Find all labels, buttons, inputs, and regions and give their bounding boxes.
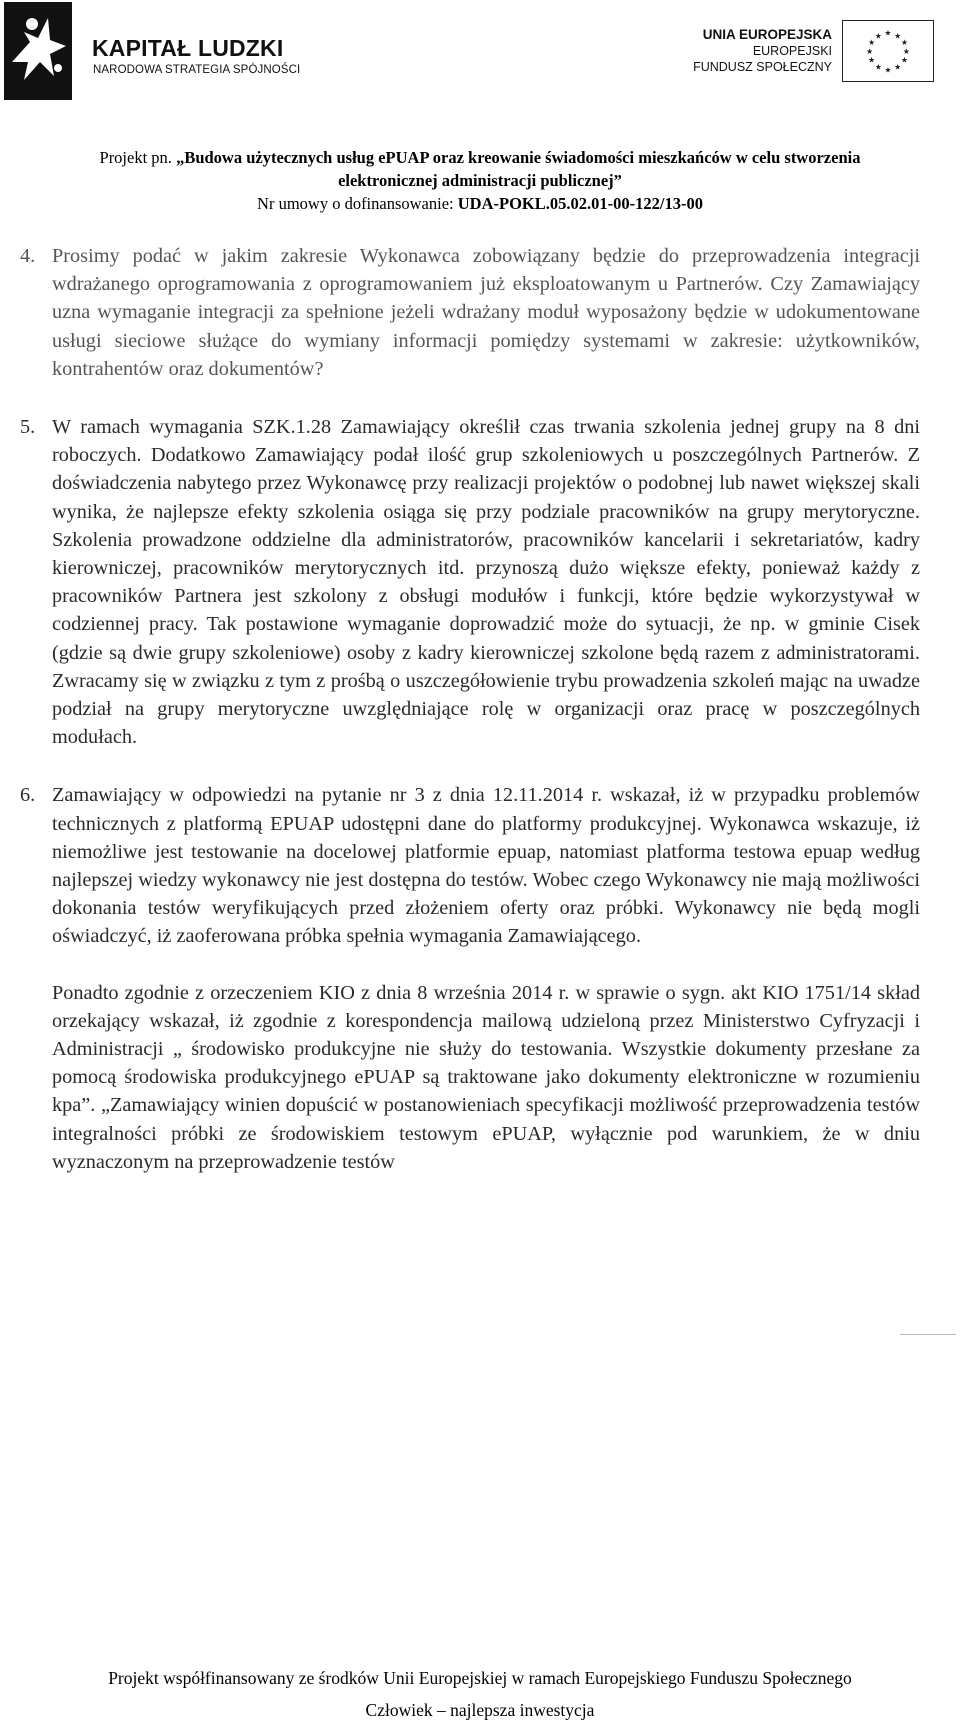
- question-paragraph: Prosimy podać w jakim zakresie Wykonawca zobowiązany będzie do przeprowadzenia integracji wdrażanego oprogramowania z oprogramowaniem już eksploatowanym u Partnerów. Czy Zamawiający uzna wymaganie integracji za spełnione jeżeli wdrażany moduł wyposażony będzie w udokumentowane usługi sieciowe służące do wymiany informacji pomiędzy systemami w zakresie: użytkowników, kontrahentów oraz dokumentów?: [52, 245, 920, 380]
- question-text: [52, 242, 920, 383]
- question-number: 4.: [20, 245, 36, 267]
- svg-text:★: ★: [894, 62, 902, 72]
- kapital-ludzki-emblem-icon: [4, 2, 72, 100]
- eu-logo-line2: EUROPEJSKI: [752, 44, 832, 58]
- contract-number-prefix: Nr umowy o dofinansowanie:: [257, 194, 458, 213]
- question-paragraph: Ponadto zgodnie z orzeczeniem KIO z dnia 8 września 2014 r. w sprawie o sygn. akt KIO 1751/14 skład orzekający wskazał, iż zgodnie z korespondencja mailową udzieloną przez Ministerstwo Cyfryzacji i Administracji „ środowisko produkcyjne nie służy do testowania. Wszystkie dokumenty przesłane za pomocą środowiska produkcyjnego ePUAP są traktowane jako dokumenty elektroniczne w rozumieniu kpa”. „Zamawiający winien dopuścić w postanowieniach specyfikacji możliwość przeprowadzenia testów integralności próbki ze środowiskiem testowym ePUAP, wyłącznie pod warunkiem, że w dniu wyznaczonym na przeprowadzenie testów: [52, 981, 920, 1173]
- question-text: [52, 781, 920, 1176]
- svg-text:★: ★: [884, 65, 892, 75]
- scanned-body: [0, 242, 960, 1176]
- svg-text:★: ★: [874, 62, 882, 72]
- project-title-line2: elektronicznej administracji publicznej”: [338, 171, 622, 190]
- svg-text:★: ★: [894, 31, 902, 41]
- contract-number: UDA-POKL.05.02.01-00-122/13-00: [457, 194, 703, 213]
- contract-number-line: [0, 192, 960, 215]
- question-number: 6.: [20, 784, 36, 807]
- kapital-ludzki-subtitle: NARODOWA STRATEGIA SPÓJNOŚCI: [93, 64, 301, 76]
- question-number: 5.: [20, 416, 36, 439]
- eu-logo-line1: UNIA EUROPEJSKA: [702, 27, 832, 42]
- question-item-4: [0, 242, 960, 383]
- question-item-5: [0, 413, 960, 751]
- project-title-line1: [0, 146, 960, 169]
- question-text: [52, 413, 920, 751]
- question-item-6: [0, 781, 960, 1176]
- project-title-prefix: Projekt pn.: [99, 148, 177, 167]
- kapital-ludzki-logo: [4, 2, 304, 102]
- project-header: [0, 146, 960, 215]
- svg-text:★: ★: [900, 38, 908, 48]
- eu-logo-line3: FUNDUSZ SPOŁECZNY: [693, 60, 832, 74]
- eu-logo: [670, 20, 934, 86]
- kapital-ludzki-title: KAPITAŁ LUDZKI: [92, 35, 284, 61]
- question-paragraph: W ramach wymagania SZK.1.28 Zamawiający określił czas trwania szkolenia jednej grupy na 8 dni roboczych. Dodatkowo Zamawiający podał ilość grup szkoleniowych u poszczególnych Partnerów. Z doświadczenia nabytego przez Wykonawcę przy realizacji projektów o podobnej lub nawet większej skali wynika, że najlepsze efekty szkolenia osiąga się przy podziale pracowników na grupy merytoryczne. Szkolenia prowadzone oddzielne dla administratorów, pracowników kancelarii i sekretariatów, kadry kierowniczej, pracowników merytorycznych itd. przynoszą dużo większe efekty, ponieważ każdy z pracowników Partnera jest szkolony z obsługi modułów i funkcji, które będzie wykorzystywał w codziennej pracy. Tak postawione wymaganie doprowadzić może do sytuacji, że np. w gminie Cisek (gdzie są dwie grupy szkoleniowe) osoby z kadry kierowniczej szkolone będą razem z administratorami. Zwracamy się w związku z tym z prośbą o uszczegółowienie trybu prowadzenia szkoleń mając na uwadze podział na grupy merytoryczne uwzględniające rolę w organizacji oraz pracę w poszczególnych modułach.: [52, 416, 920, 749]
- svg-text:★: ★: [866, 46, 874, 56]
- eu-logo-text: [693, 27, 832, 75]
- svg-text:★: ★: [900, 55, 908, 65]
- svg-text:★: ★: [868, 38, 876, 48]
- svg-text:★: ★: [884, 28, 892, 38]
- svg-text:★: ★: [874, 31, 882, 41]
- scan-edge-line: [900, 1334, 956, 1335]
- project-title-bold: „Budowa użytecznych usług ePUAP oraz kreowanie świadomości mieszkańców w celu stworzenia: [176, 148, 861, 167]
- footer-slogan: Człowiek – najlepsza inwestycja: [365, 1700, 595, 1720]
- svg-text:★: ★: [902, 46, 910, 56]
- svg-text:★: ★: [868, 55, 876, 65]
- footer-cofinancing: Projekt współfinansowany ze środków Unii Europejskiej w ramach Europejskiego Funduszu Społecznego: [108, 1668, 852, 1688]
- eu-flag-icon: [842, 20, 934, 82]
- question-paragraph: Zamawiający w odpowiedzi na pytanie nr 3 z dnia 12.11.2014 r. wskazał, iż w przypadku problemów technicznych z platformą EPUAP udostępni dane do platformy produkcyjnej. Wykonawca wskazuje, iż niemożliwe jest testowanie na docelowej platformie epuap, natomiast platforma testowa epuap według najlepszej wiedzy wykonawcy nie jest dostępna do testów. Wobec czego Wykonawcy nie mają możliwości dokonania testów weryfikujących przed złożeniem oferty oraz próbki. Wykonawcy nie będą mogli oświadczyć, iż zaoferowana próbka spełnia wymagania Zamawiającego.: [52, 784, 920, 948]
